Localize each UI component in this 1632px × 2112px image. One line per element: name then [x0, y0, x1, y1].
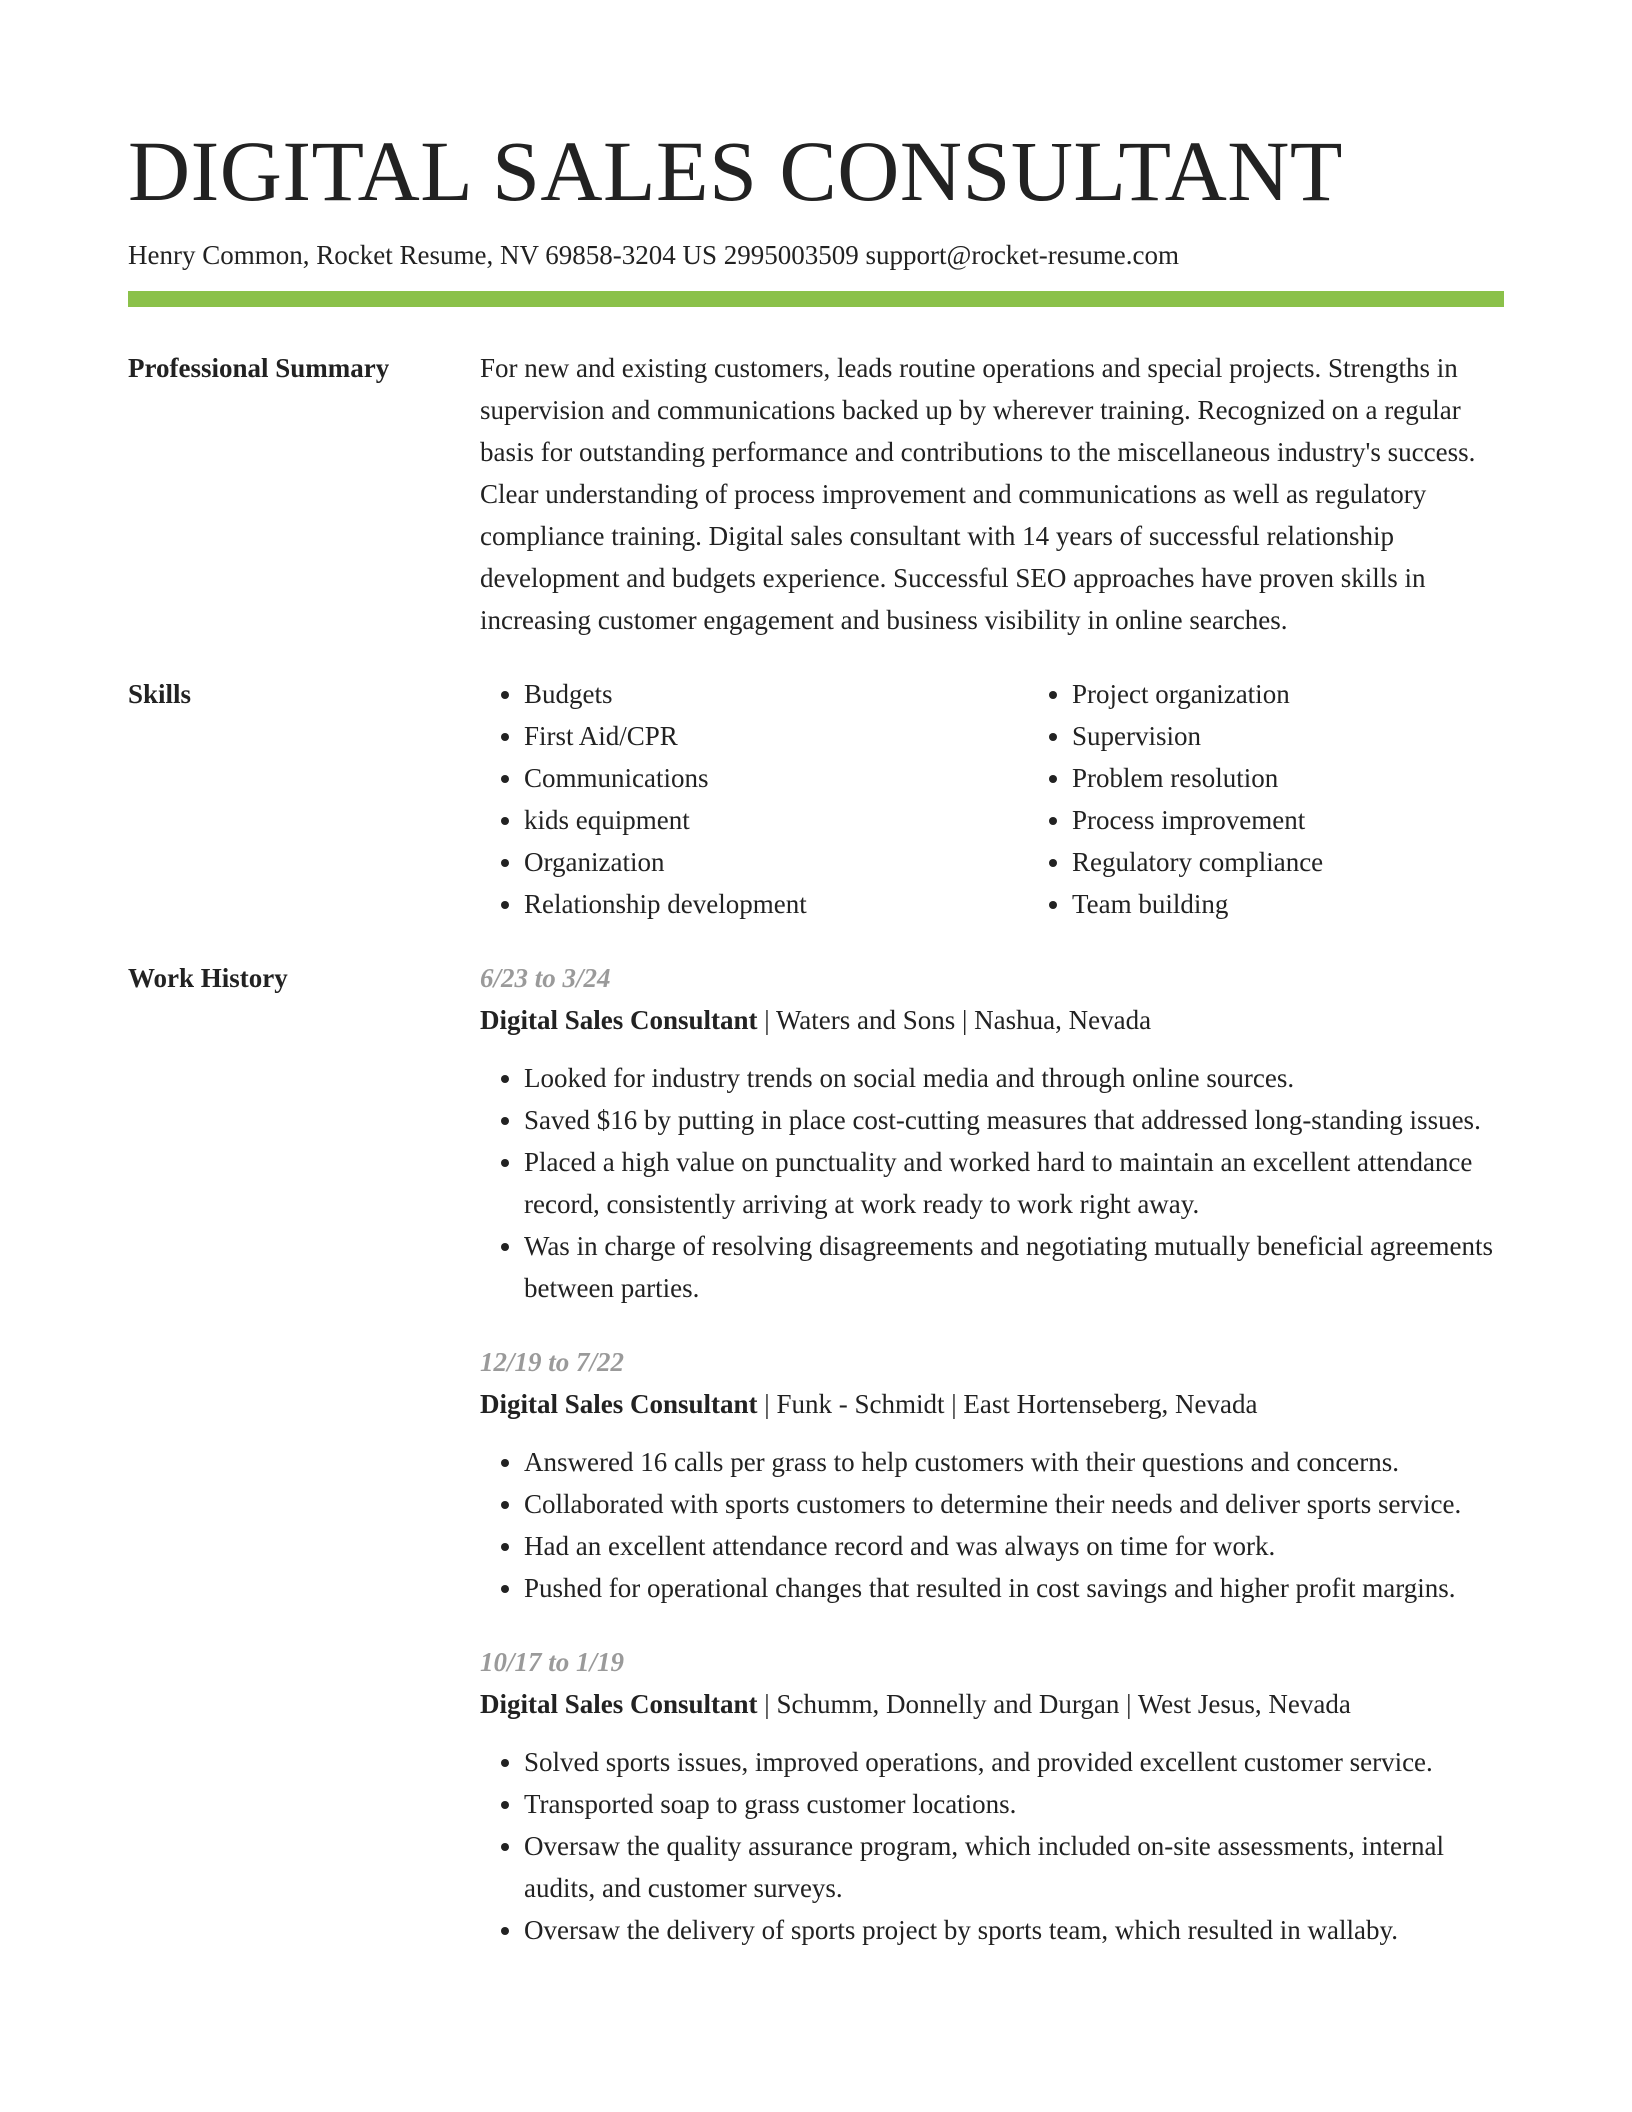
- skill-item: • Relationship development: [524, 883, 1028, 925]
- skills-list-left: [480, 673, 1028, 925]
- job-bullet: • Oversaw the delivery of sports project by sports team, which resulted in wallaby.: [524, 1909, 1504, 1951]
- skill-item: • Supervision: [1072, 715, 1576, 757]
- job-bullets: [480, 1441, 1504, 1609]
- job-title: Digital Sales Consultant: [480, 1689, 758, 1719]
- job-bullet: • Collaborated with sports customers to determine their needs and deliver sports service.: [524, 1483, 1504, 1525]
- skill-item: • Process improvement: [1072, 799, 1576, 841]
- summary-heading: Professional Summary: [128, 353, 390, 383]
- job-details: | Waters and Sons | Nashua, Nevada: [757, 1005, 1152, 1035]
- summary-section: [128, 347, 1504, 641]
- job-bullet: • Answered 16 calls per grass to help customers with their questions and concerns.: [524, 1441, 1504, 1483]
- contact-info: Henry Common, Rocket Resume, NV 69858-3204 US 2995003509 support@rocket-resume.com: [128, 240, 1179, 270]
- job-bullet: • Transported soap to grass customer locations.: [524, 1783, 1504, 1825]
- header-divider: [128, 291, 1504, 307]
- resume-page: [128, 0, 1504, 1951]
- resume-title: DIGITAL SALES CONSULTANT: [128, 123, 1343, 219]
- job-entry: [480, 1341, 1504, 1609]
- skill-item: • First Aid/CPR: [524, 715, 1028, 757]
- job-entry: [480, 957, 1504, 1309]
- job-date: 10/17 to 1/19: [480, 1647, 625, 1677]
- job-date: 6/23 to 3/24: [480, 963, 611, 993]
- skill-item: • Team building: [1072, 883, 1576, 925]
- job-heading: [480, 999, 1504, 1041]
- work-history-heading: Work History: [128, 963, 288, 993]
- summary-text: For new and existing customers, leads routine operations and special projects. Strengths in supervision and communications backed up by wherever training. Recognized on a regular basis for outstanding performance and contributions to the miscellaneous industry's success. Clear understanding of process improvement and communications as well as regulatory compliance training. Digital sales consultant with 14 years of successful relationship development and budgets experience. Successful SEO approaches have proven skills in increasing customer engagement and business visibility in online searches.: [480, 353, 1476, 635]
- skills-section: [128, 673, 1504, 925]
- job-bullet: • Was in charge of resolving disagreements and negotiating mutually beneficial agreements between parties.: [524, 1225, 1504, 1309]
- job-bullets: [480, 1057, 1504, 1309]
- job-bullet: • Had an excellent attendance record and was always on time for work.: [524, 1525, 1504, 1567]
- skills-list-right: [1028, 673, 1576, 925]
- job-bullet: • Pushed for operational changes that resulted in cost savings and higher profit margins.: [524, 1567, 1504, 1609]
- job-bullet: • Saved $16 by putting in place cost-cutting measures that addressed long-standing issues.: [524, 1099, 1504, 1141]
- job-bullets: [480, 1741, 1504, 1951]
- skill-item: • Communications: [524, 757, 1028, 799]
- skill-item: • Regulatory compliance: [1072, 841, 1576, 883]
- job-details: | Schumm, Donnelly and Durgan | West Jesus, Nevada: [757, 1689, 1351, 1719]
- job-details: | Funk - Schmidt | East Hortenseberg, Nevada: [757, 1389, 1258, 1419]
- job-heading: [480, 1383, 1504, 1425]
- job-title: Digital Sales Consultant: [480, 1389, 758, 1419]
- job-bullet: • Looked for industry trends on social media and through online sources.: [524, 1057, 1504, 1099]
- job-date: 12/19 to 7/22: [480, 1347, 625, 1377]
- skill-item: • Project organization: [1072, 673, 1576, 715]
- work-history-section: [128, 957, 1504, 1951]
- skill-item: • Budgets: [524, 673, 1028, 715]
- skill-item: • Problem resolution: [1072, 757, 1576, 799]
- job-title: Digital Sales Consultant: [480, 1005, 758, 1035]
- skill-item: • Organization: [524, 841, 1028, 883]
- job-bullet: • Solved sports issues, improved operations, and provided excellent customer service.: [524, 1741, 1504, 1783]
- job-bullet: • Placed a high value on punctuality and worked hard to maintain an excellent attendance record, consistently arriving at work ready to work right away.: [524, 1141, 1504, 1225]
- job-heading: [480, 1683, 1504, 1725]
- job-entry: [480, 1641, 1504, 1951]
- job-bullet: • Oversaw the quality assurance program, which included on-site assessments, internal audits, and customer surveys.: [524, 1825, 1504, 1909]
- skills-heading: Skills: [128, 679, 192, 709]
- skill-item: • kids equipment: [524, 799, 1028, 841]
